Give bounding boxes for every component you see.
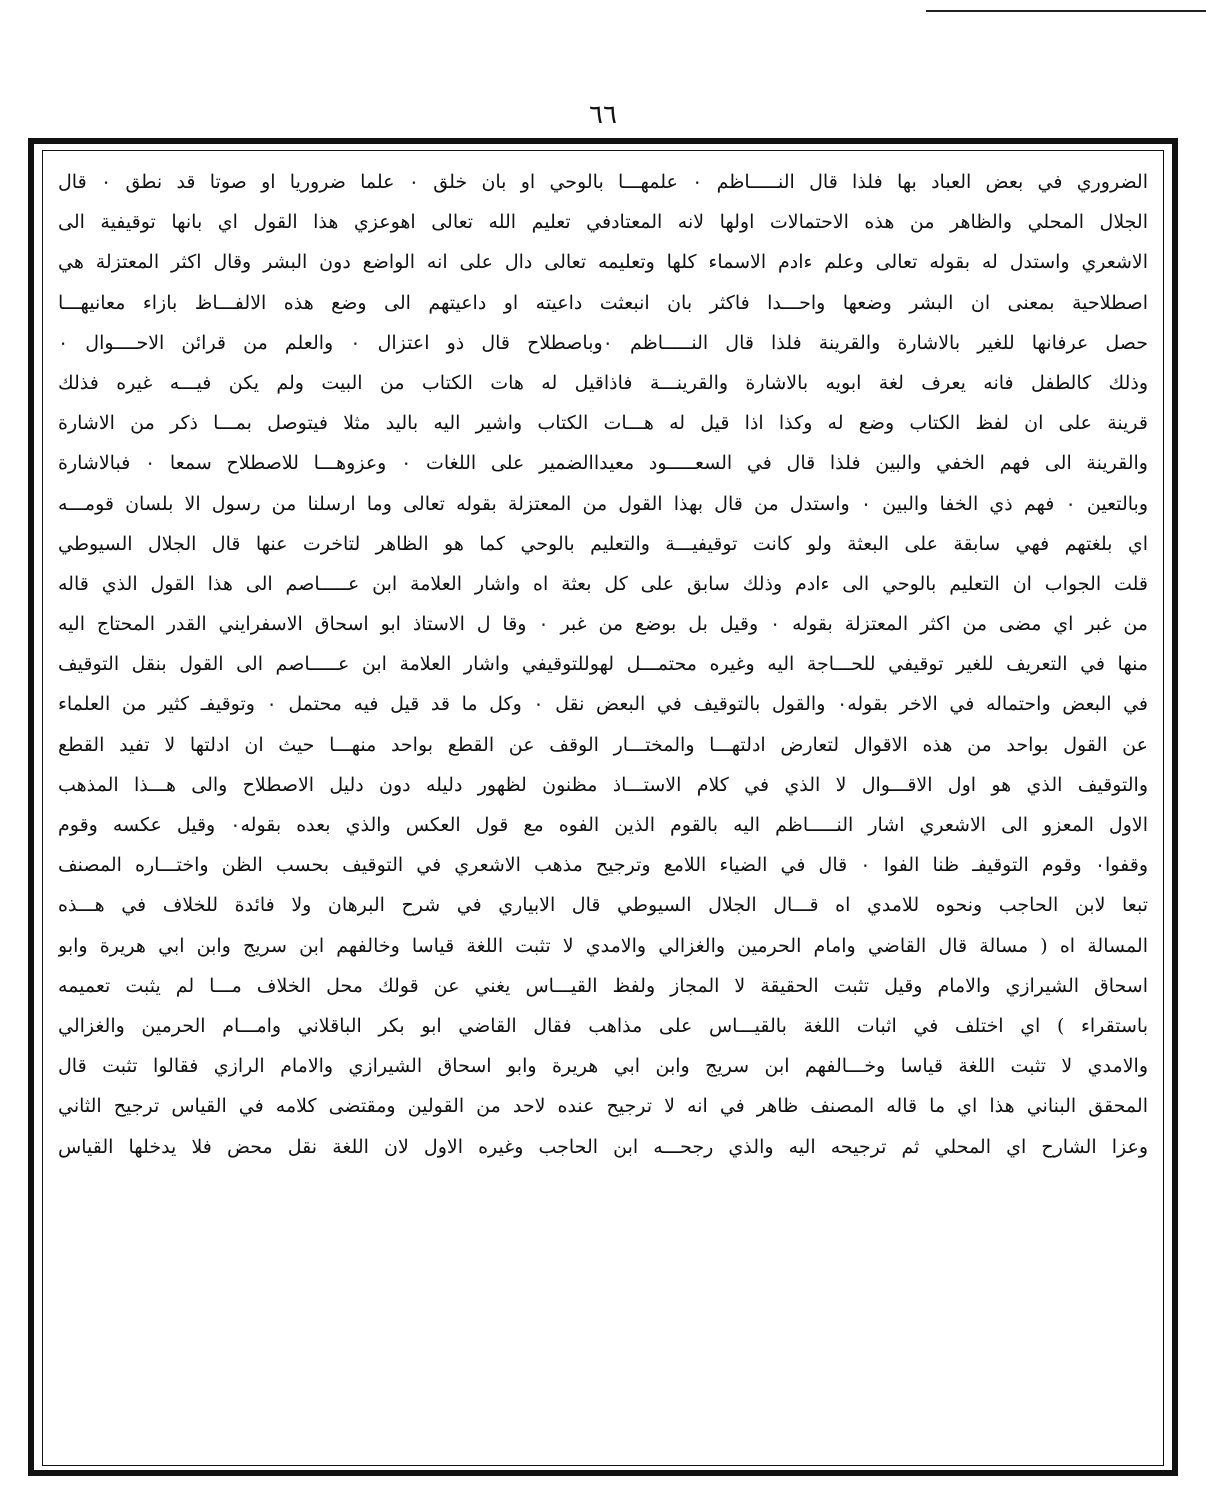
- text-line: وعزا الشارح اي المحلي ثم ترجيحه اليه والذي رجحـــه ابن الحاجب وغيره الاول لان اللغة نقل محض فلا يدخلها القياس: [58, 1135, 1148, 1158]
- text-line: وقفوا٠ وقوم التوقيفـ ظنا الفوا ٠ قال في الضياء اللامع وترجيح مذهب الاشعري في التوقيف بحسب الظن واختـــاره المصنف: [58, 854, 1148, 877]
- text-line: اسحاق الشيرازي والامام وقيل تثبت الحقيقة لا المجاز ولفظ القيـــاس يغني عن قولك محل الخلاف مـــا لم يثبت تعميمه: [58, 974, 1148, 997]
- text-line: وبالتعين ٠ فهم ذي الخفا والبين ٠ واستدل من قال بهذا القول من المعتزلة بقوله تعالى وما ارسلنا من رسول الا بلسان قومـــه: [58, 492, 1148, 515]
- text-line: اصطلاحية بمعنى ان البشر وضعها واحـــدا فاكثر بان انبعثت داعيته او داعيتهم الى وضع هذه الالفـــاظ بازاء معانيهـــا: [58, 291, 1148, 314]
- text-line: والامدي لا تثبت اللغة قياسا وخـــالفهم ابن سريج وابن ابي هريرة وابو اسحاق الشيرازي والامام الرازي فقالوا تثبت قال: [58, 1055, 1148, 1078]
- text-line: باستقراء ) اي اختلف في اثبات اللغة بالقيـــاس على مذاهب فقال القاضي ابو بكر الباقلاني وامـــام الحرمين والغزالي: [58, 1014, 1148, 1037]
- text-line: من غبر اي مضى من اكثر المعتزلة بقوله ٠ وقيل بل بوضع من غبر ٠ وقا ل الاستاذ ابو اسحاق الاسفرايني القدر المحتاج اليه: [58, 613, 1148, 636]
- text-line: قرينة على ان لفظ الكتاب وضع له وكذا اذا قيل له هـــات الكتاب واشير اليه باليد مثلا فيتوصل بمـــا ذكر من الاشارة: [58, 412, 1148, 435]
- text-line: المحقق البناني هذا اي ما قاله المصنف ظاهر في انه لا ترجيح عنده لاحد من القولين ومقتضى كلامه في القياس ترجيح الثاني: [58, 1095, 1148, 1118]
- text-line: تبعا لابن الحاجب ونحوه للامدي اه قـــال الجلال السيوطي قال الابياري في شرح البرهان ولا فائدة للخلاف في هـــذه: [58, 894, 1148, 917]
- text-line: اي بلغتهم فهي سابقة على البعثة ولو كانت توقيفيـــة والتعليم بالوحي كما هو الظاهر لتاخرت عنها قال الجلال السيوطي: [58, 532, 1148, 555]
- text-line: المسالة اه ( مسالة قال القاضي وامام الحرمين والغزالي والامدي لا تثبت اللغة قياسا وخالفهم ابن سريج وابن ابي هريرة وابو: [58, 934, 1148, 957]
- text-line: حصل عرفانها للغير بالاشارة والقرينة فلذا قال النـــــاظم ٠وباصطلاح قال ذو اعتزال ٠ والعلم من قرائن الاحــــوال ٠: [58, 331, 1148, 354]
- text-block: [58, 162, 1148, 1167]
- page-number: ٦٦: [589, 100, 617, 130]
- text-line: وذلك كالطفل فانه يعرف لغة ابويه بالاشارة والقرينـــة فاذاقيل له هات الكتاب من البيت ولم يكن فيـــه غيره فذلك: [58, 371, 1148, 394]
- text-line: الجلال المحلي والظاهر من هذه الاحتمالات اولها لانه المعتادفي تعليم الله تعالى اهوعزي هذا القول اي بانها توقيفية الى: [58, 211, 1148, 234]
- text-line: الاول المعزو الى الاشعري اشار النـــــاظم اليه بالقوم الذين الفوه مع قول العكس والذي بعده بقوله٠ وقيل عكسه وقوم: [58, 814, 1148, 836]
- text-line: في البعض واحتماله في الاخر بقوله٠ والقول بالتوقيف في البعض نقل ٠ وكل ما قد قيل فيه محتمل ٠ وتوقيفـ كثير من العلماء: [58, 693, 1148, 716]
- top-rule: [926, 10, 1206, 12]
- text-line: قلت الجواب ان التعليم بالوحي الى ءادم وذلك سابق على كل بعثة اه واشار العلامة ابن عـــــاصم الى هذا القول الذي قاله: [58, 572, 1148, 595]
- text-line: منها في التعريف للغير توقيفي للحـــاجة اليه وغيره محتمـــل لهوللتوقيفي واشار العلامة ابن عـــــاصم الى القول بنقل التوقيف: [58, 653, 1148, 676]
- text-line: والتوقيف الذي هو اول الاقـــوال لا الذي في كلام الاستـــاذ مظنون لظهور دليله دون دليل الاصطلاح والى هـــذا المذهب: [58, 773, 1148, 796]
- text-line: الضروري في بعض العباد بها فلذا قال النـــــاظم ٠ علمهـــا بالوحي او بان خلق ٠ علما ضروريا او صوتا قد نطق ٠ قال: [58, 171, 1148, 193]
- text-line: والقرينة الى فهم الخفي والبين فلذا قال في السعـــــود معيداالضمير على اللغات ٠ وعزوهـــا للاصطلاح سمعا ٠ فبالاشارة: [58, 452, 1148, 475]
- text-line: عن القول بواحد من هذه الاقوال لتعارض ادلتهـــا والمختـــار الوقف عن القطع بواحد منهـــا حيث ان ادلتها لا تفيد القطع: [58, 733, 1148, 756]
- text-line: الاشعري واستدل له بقوله تعالى وعلم ءادم الاسماء كلها وتعليمه تعالى دال على انه الواضع دون البشر وقال اكثر المعتزلة هي: [58, 251, 1148, 274]
